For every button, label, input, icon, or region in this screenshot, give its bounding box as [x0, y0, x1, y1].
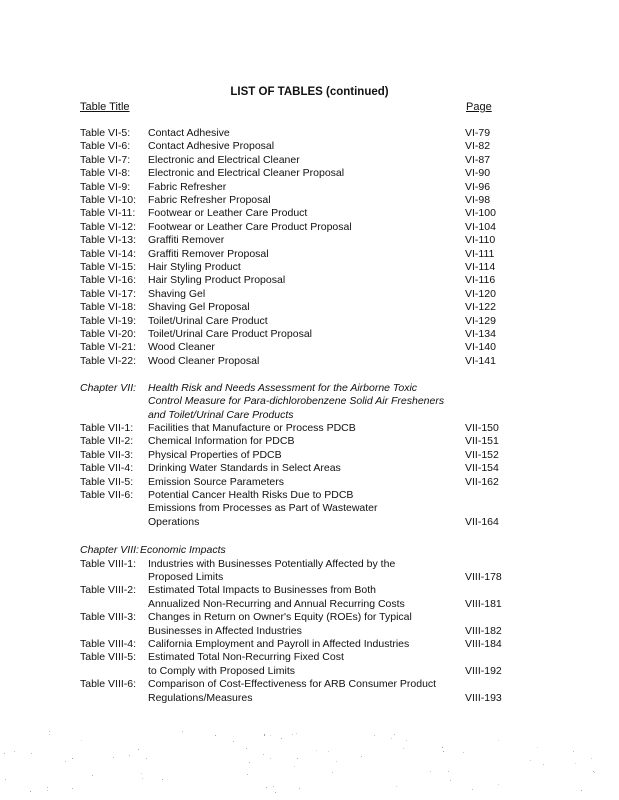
- row-title: Shaving Gel: [148, 287, 206, 300]
- row-page: VI-90: [465, 167, 491, 180]
- scan-speck: [537, 747, 538, 748]
- row-page: VIII-193: [465, 691, 502, 704]
- row-title: Regulations/Measures: [148, 691, 253, 704]
- row-label: Table VI-17:: [80, 287, 137, 300]
- row-page: VI-82: [465, 140, 491, 153]
- page-header: Page: [466, 101, 492, 113]
- scan-speck: [182, 731, 183, 732]
- table-row: [80, 692, 540, 705]
- scan-speck: [249, 762, 250, 763]
- scan-speck: [129, 755, 130, 756]
- row-label: Table VI-22:: [80, 354, 137, 367]
- row-page: VIII-182: [465, 624, 502, 637]
- row-label: Table VII-4:: [80, 462, 134, 475]
- scan-speck: [4, 753, 5, 754]
- scan-speck: [396, 786, 397, 787]
- row-label: Table VII-6:: [80, 489, 134, 501]
- scan-speck: [292, 734, 293, 735]
- row-page: VII-150: [465, 422, 499, 434]
- scan-speck: [266, 787, 267, 788]
- row-title: Shaving Gel Proposal: [148, 301, 250, 314]
- scan-speck: [299, 788, 300, 789]
- table-row: [80, 341, 540, 354]
- row-title: Graffiti Remover Proposal: [148, 247, 269, 260]
- row-title: California Employment and Payroll in Affected Industries: [148, 637, 410, 650]
- row-page: VI-110: [465, 234, 496, 247]
- row-label: Table VII-3:: [80, 448, 134, 461]
- row-title: Annualized Non-Recurring and Annual Recurring Costs: [148, 597, 405, 610]
- chapter-title-line: [80, 409, 540, 422]
- scan-speck: [361, 756, 362, 757]
- row-title: Facilities that Manufacture or Process PDCB: [148, 422, 356, 434]
- scan-speck: [581, 790, 582, 791]
- row-title: Electronic and Electrical Cleaner Proposal: [148, 167, 345, 180]
- row-label: Table VI-12:: [80, 220, 137, 233]
- row-title: Comparison of Cost-Effectiveness for ARB Consumer Product: [148, 678, 437, 691]
- scan-speck: [113, 757, 114, 758]
- row-page: VI-120: [465, 287, 496, 300]
- row-page: VII-154: [465, 462, 499, 475]
- row-title: Electronic and Electrical Cleaner: [148, 153, 300, 166]
- scan-speck: [591, 758, 592, 759]
- scan-speck: [296, 733, 297, 734]
- row-title: Toilet/Urinal Care Product Proposal: [148, 328, 312, 340]
- table-row: [80, 598, 540, 611]
- row-page: VII-164: [465, 515, 499, 528]
- scan-speck: [65, 761, 66, 762]
- table-row: [80, 154, 540, 167]
- row-page: VI-141: [465, 354, 496, 367]
- scan-speck: [275, 792, 276, 793]
- scan-speck: [543, 764, 544, 765]
- row-page: VII-151: [465, 435, 499, 448]
- scan-speck: [146, 758, 147, 759]
- row-title: Footwear or Leather Care Product Proposal: [148, 220, 352, 233]
- table-row: [80, 584, 540, 597]
- scan-speck: [443, 751, 444, 752]
- scan-speck: [263, 754, 264, 755]
- table-row: [80, 435, 540, 448]
- row-label: Table VII-1:: [80, 422, 134, 434]
- scan-speck: [215, 735, 216, 736]
- row-label: Table VI-21:: [80, 341, 137, 354]
- chapter-title: Control Measure for Para-dichlorobenzene Solid Air Fresheners: [148, 395, 445, 408]
- row-title: Physical Properties of PDCB: [148, 448, 282, 461]
- scan-speck: [294, 766, 295, 767]
- table-row: [80, 571, 540, 584]
- table-row: [80, 181, 540, 194]
- scan-speck: [270, 758, 271, 759]
- table-title-header: Table Title: [80, 101, 130, 113]
- row-page: VIII-181: [465, 597, 502, 610]
- row-title: Estimated Total Non-Recurring Fixed Cost: [148, 651, 344, 664]
- scan-speck: [49, 731, 50, 732]
- row-title: Fabric Refresher Proposal: [148, 194, 271, 206]
- scan-speck: [573, 751, 574, 752]
- table-row: [80, 638, 540, 651]
- table-row: [80, 221, 540, 234]
- table-row: [80, 234, 540, 247]
- scan-speck: [406, 740, 407, 741]
- row-page: VI-122: [465, 301, 496, 314]
- scan-speck: [264, 734, 265, 735]
- row-label: Table VIII-5:: [80, 651, 137, 664]
- row-page: VII-162: [465, 475, 499, 488]
- row-label: Table VII-2:: [80, 435, 134, 448]
- row-title: Proposed Limits: [148, 570, 224, 583]
- row-label: Table VI-11:: [80, 207, 136, 220]
- scan-speck: [270, 735, 271, 736]
- row-title: Estimated Total Impacts to Businesses from Both: [148, 584, 376, 597]
- row-title: Drinking Water Standards in Select Areas: [148, 462, 341, 475]
- row-title: Chemical Information for PDCB: [148, 435, 295, 448]
- row-page: VI-87: [465, 153, 491, 166]
- row-title: Contact Adhesive: [148, 127, 230, 139]
- scan-speck: [498, 784, 499, 785]
- scan-speck: [72, 758, 73, 759]
- row-page: VI-114: [465, 261, 496, 273]
- scan-speck: [233, 741, 234, 742]
- row-label: Table VI-10:: [80, 194, 137, 206]
- scan-speck: [530, 760, 531, 761]
- table-row: [80, 301, 540, 314]
- row-page: VII-152: [465, 448, 499, 461]
- scan-speck: [472, 789, 473, 790]
- row-title: Businesses in Affected Industries: [148, 624, 302, 637]
- row-page: VIII-178: [465, 570, 502, 583]
- row-page: VI-98: [465, 194, 491, 206]
- table-row: [80, 315, 540, 328]
- scan-speck: [430, 771, 431, 772]
- row-title: Graffiti Remover: [148, 234, 225, 247]
- chapter-heading: [80, 544, 540, 557]
- scan-speck: [328, 751, 329, 752]
- chapter-label: Chapter VIII:: [80, 544, 139, 556]
- scan-noise: [0, 730, 619, 800]
- row-title: Emission Source Parameters: [148, 475, 284, 488]
- row-label: Table VI-13:: [80, 234, 137, 247]
- row-title: to Comply with Proposed Limits: [148, 664, 296, 677]
- row-label: Table VIII-2:: [80, 584, 137, 597]
- row-label: Table VI-19:: [80, 314, 137, 327]
- scan-speck: [246, 748, 247, 749]
- row-title: Industries with Businesses Potentially Affected by the: [148, 557, 396, 570]
- scan-speck: [14, 751, 15, 752]
- table-row: [80, 288, 540, 301]
- table-row: [80, 261, 540, 274]
- row-page: VI-134: [465, 328, 496, 340]
- row-title: Toilet/Urinal Care Product: [148, 314, 268, 327]
- table-row: [80, 516, 540, 529]
- scan-speck: [575, 763, 576, 764]
- scan-speck: [403, 748, 404, 749]
- row-page: VI-104: [465, 220, 496, 233]
- row-page: VIII-184: [465, 637, 502, 650]
- row-title: Hair Styling Product Proposal: [148, 274, 286, 287]
- row-label: Table VI-15:: [80, 261, 137, 273]
- scan-speck: [264, 735, 265, 736]
- row-label: Table VI-5:: [80, 127, 131, 139]
- scan-speck: [273, 786, 274, 787]
- table-row: [80, 207, 540, 220]
- scan-speck: [281, 738, 282, 739]
- row-label: Table VI-20:: [80, 328, 137, 340]
- row-page: VI-96: [465, 180, 491, 193]
- table-row: [80, 678, 540, 691]
- scan-speck: [49, 734, 50, 735]
- row-label: Table VIII-3:: [80, 611, 137, 624]
- scan-speck: [463, 752, 464, 753]
- table-row: [80, 502, 540, 515]
- row-title: Footwear or Leather Care Product: [148, 207, 308, 220]
- row-title: Operations: [148, 515, 200, 528]
- row-label: Table VI-8:: [80, 167, 131, 180]
- row-label: Table VI-14:: [80, 247, 137, 260]
- table-row: [80, 651, 540, 664]
- row-title: Emissions from Processes as Part of Wastewater: [148, 502, 378, 515]
- scan-speck: [30, 791, 31, 792]
- scan-speck: [31, 753, 32, 754]
- scan-speck: [498, 740, 499, 741]
- scan-speck: [142, 778, 143, 779]
- scan-speck: [72, 788, 73, 789]
- chapter-title-line: [80, 382, 540, 395]
- table-row: [80, 489, 540, 502]
- row-page: VI-116: [465, 274, 496, 287]
- row-page: VI-140: [465, 341, 496, 354]
- row-title: Contact Adhesive Proposal: [148, 140, 275, 153]
- table-row: [80, 248, 540, 261]
- scan-speck: [92, 775, 93, 776]
- row-label: Table VI-16:: [80, 274, 137, 287]
- table-row: [80, 665, 540, 678]
- scan-speck: [332, 772, 333, 773]
- chapter-title: and Toilet/Urinal Care Products: [148, 408, 294, 421]
- scan-speck: [394, 734, 395, 735]
- row-page: VIII-192: [465, 664, 502, 677]
- scan-speck: [47, 790, 48, 791]
- scan-speck: [594, 772, 595, 773]
- table-row: [80, 355, 540, 368]
- row-page: VI-111: [465, 247, 495, 260]
- scan-speck: [448, 771, 449, 772]
- row-label: Table VI-18:: [80, 301, 137, 314]
- table-row: [80, 558, 540, 571]
- scan-speck: [138, 749, 139, 750]
- scan-speck: [47, 787, 48, 788]
- table-row: [80, 462, 540, 475]
- chapter-label: Chapter VII:: [80, 382, 137, 394]
- chapter-title-line: [80, 395, 540, 408]
- row-title: Potential Cancer Health Risks Due to PDCB: [148, 489, 354, 501]
- scan-speck: [442, 747, 443, 748]
- table-row: [80, 625, 540, 638]
- scan-speck: [162, 779, 163, 780]
- row-label: Table VII-5:: [80, 475, 134, 488]
- row-label: Table VIII-6:: [80, 678, 137, 691]
- table-row: [80, 476, 540, 489]
- scan-speck: [81, 740, 82, 741]
- row-label: Table VI-6:: [80, 140, 131, 153]
- scan-speck: [141, 773, 142, 774]
- table-row: [80, 328, 540, 341]
- table-row: [80, 194, 540, 207]
- scan-speck: [374, 735, 375, 736]
- chapter-title: Economic Impacts: [140, 544, 226, 556]
- scan-speck: [336, 761, 337, 762]
- table-row: [80, 167, 540, 180]
- scan-speck: [391, 738, 392, 739]
- row-title: Fabric Refresher: [148, 180, 227, 193]
- scan-speck: [316, 750, 317, 751]
- row-page: VI-79: [465, 127, 491, 139]
- row-label: Table VIII-1:: [80, 557, 137, 570]
- table-row: [80, 422, 540, 435]
- scan-speck: [450, 780, 451, 781]
- row-page: VI-129: [465, 314, 496, 327]
- table-row: [80, 449, 540, 462]
- scan-speck: [297, 758, 298, 759]
- page-title: LIST OF TABLES (continued): [230, 86, 389, 98]
- scan-speck: [247, 774, 248, 775]
- row-label: Table VI-9:: [80, 180, 131, 193]
- row-title: Wood Cleaner Proposal: [148, 354, 260, 367]
- row-title: Changes in Return on Owner's Equity (ROEs) for Typical: [148, 611, 412, 624]
- table-row: [80, 611, 540, 624]
- row-page: VI-100: [465, 207, 496, 220]
- row-label: Table VIII-4:: [80, 637, 137, 650]
- chapter-title: Health Risk and Needs Assessment for the Airborne Toxic: [148, 382, 418, 394]
- row-title: Wood Cleaner: [148, 341, 215, 354]
- table-row: [80, 127, 540, 140]
- table-row: [80, 274, 540, 287]
- row-title: Hair Styling Product: [148, 261, 241, 273]
- table-row: [80, 140, 540, 153]
- scan-speck: [5, 779, 6, 780]
- row-label: Table VI-7:: [80, 153, 131, 166]
